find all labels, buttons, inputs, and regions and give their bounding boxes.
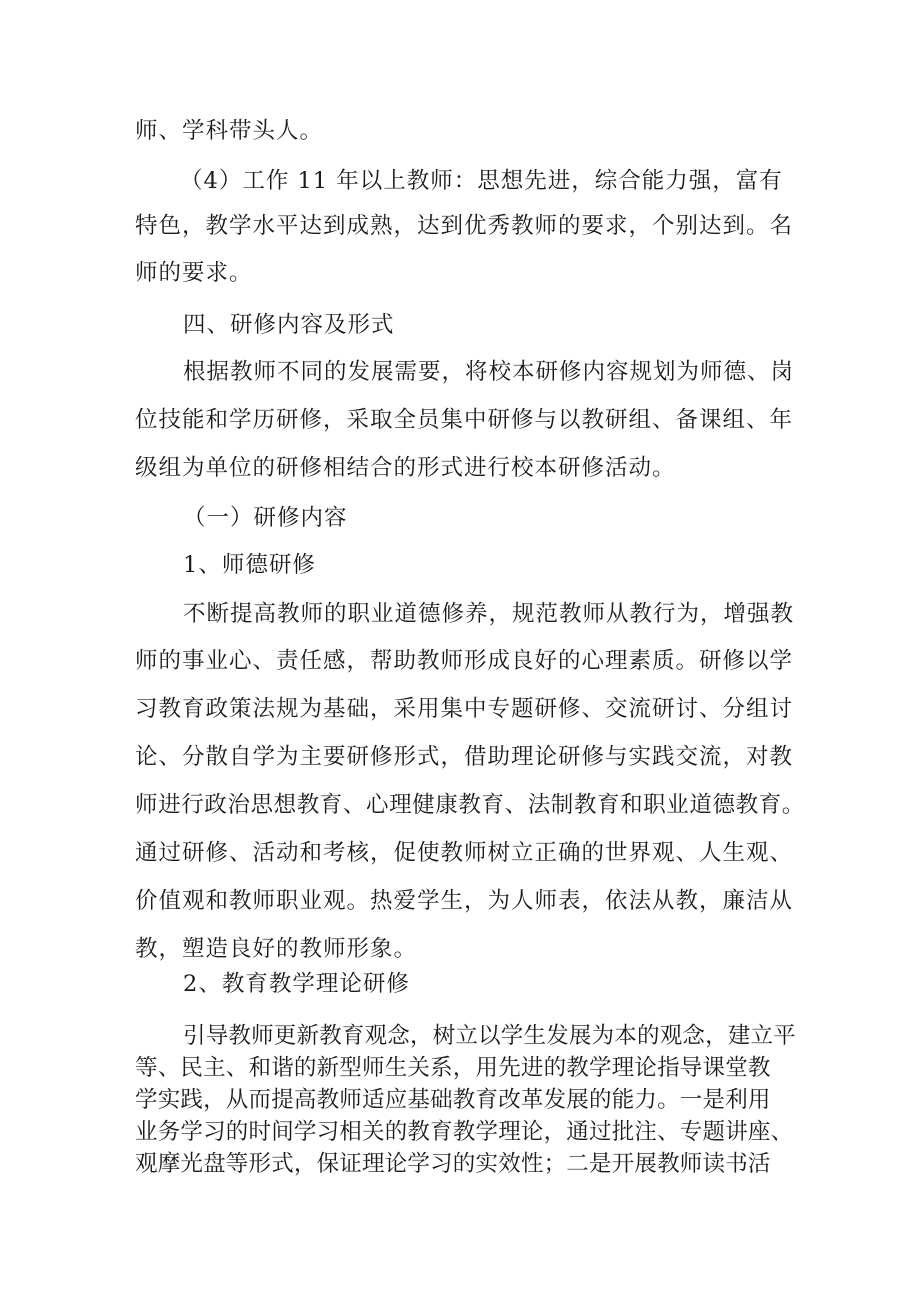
text-line: 学实践，从而提高教师适应基础教育改革发展的能力。一是利用: [135, 1087, 771, 1113]
text-line: 通过研修、活动和考核，促使教师树立正确的世界观、人生观、: [135, 840, 794, 866]
text-line: （4）工作 11 年以上教师：思想先进，综合能力强，富有: [180, 168, 783, 194]
text-line: 师的事业心、责任感，帮助教师形成良好的心理素质。研修以学: [135, 648, 794, 674]
text-line: 价值观和教师职业观。热爱学生，为人师表，依法从教，廉洁从: [135, 888, 794, 914]
text-line: 观摩光盘等形式，保证理论学习的实效性；二是开展教师读书活: [135, 1151, 771, 1177]
text-line: 论、分散自学为主要研修形式，借助理论研修与实践交流，对教: [135, 744, 794, 770]
text-line: 特色，教学水平达到成熟，达到优秀教师的要求，个别达到。名: [135, 213, 794, 239]
text-line: 师、学科带头人。: [135, 118, 324, 144]
item-heading: 1、师德研修: [183, 552, 316, 578]
text-line: 师进行政治思想教育、心理健康教育、法制教育和职业道德教育。: [135, 792, 805, 818]
text-line: 不断提高教师的职业道德修养，规范教师从教行为，增强教: [183, 601, 795, 627]
item-heading: 2、教育教学理论研修: [183, 971, 410, 997]
text-line: 师的要求。: [135, 260, 253, 286]
text-line: 位技能和学历研修，采取全员集中研修与以教研组、备课组、年: [135, 407, 794, 433]
text-line: 习教育政策法规为基础，采用集中专题研修、交流研讨、分组讨: [135, 696, 794, 722]
text-line: 级组为单位的研修相结合的形式进行校本研修活动。: [135, 455, 676, 481]
text-line: 教，塑造良好的教师形象。: [135, 936, 418, 962]
text-line: 根据教师不同的发展需要，将校本研修内容规划为师德、岗: [183, 359, 795, 385]
subsection-heading: （一）研修内容: [183, 505, 348, 531]
section-heading: 四、研修内容及形式: [183, 312, 395, 338]
text-line: 业务学习的时间学习相关的教育教学理论，通过批注、专题讲座、: [135, 1119, 794, 1145]
text-line: 引导教师更新教育观念，树立以学生发展为本的观念，建立平: [183, 1023, 796, 1049]
text-line: 等、民主、和谐的新型师生关系，用先进的教学理论指导课堂教: [135, 1055, 771, 1081]
